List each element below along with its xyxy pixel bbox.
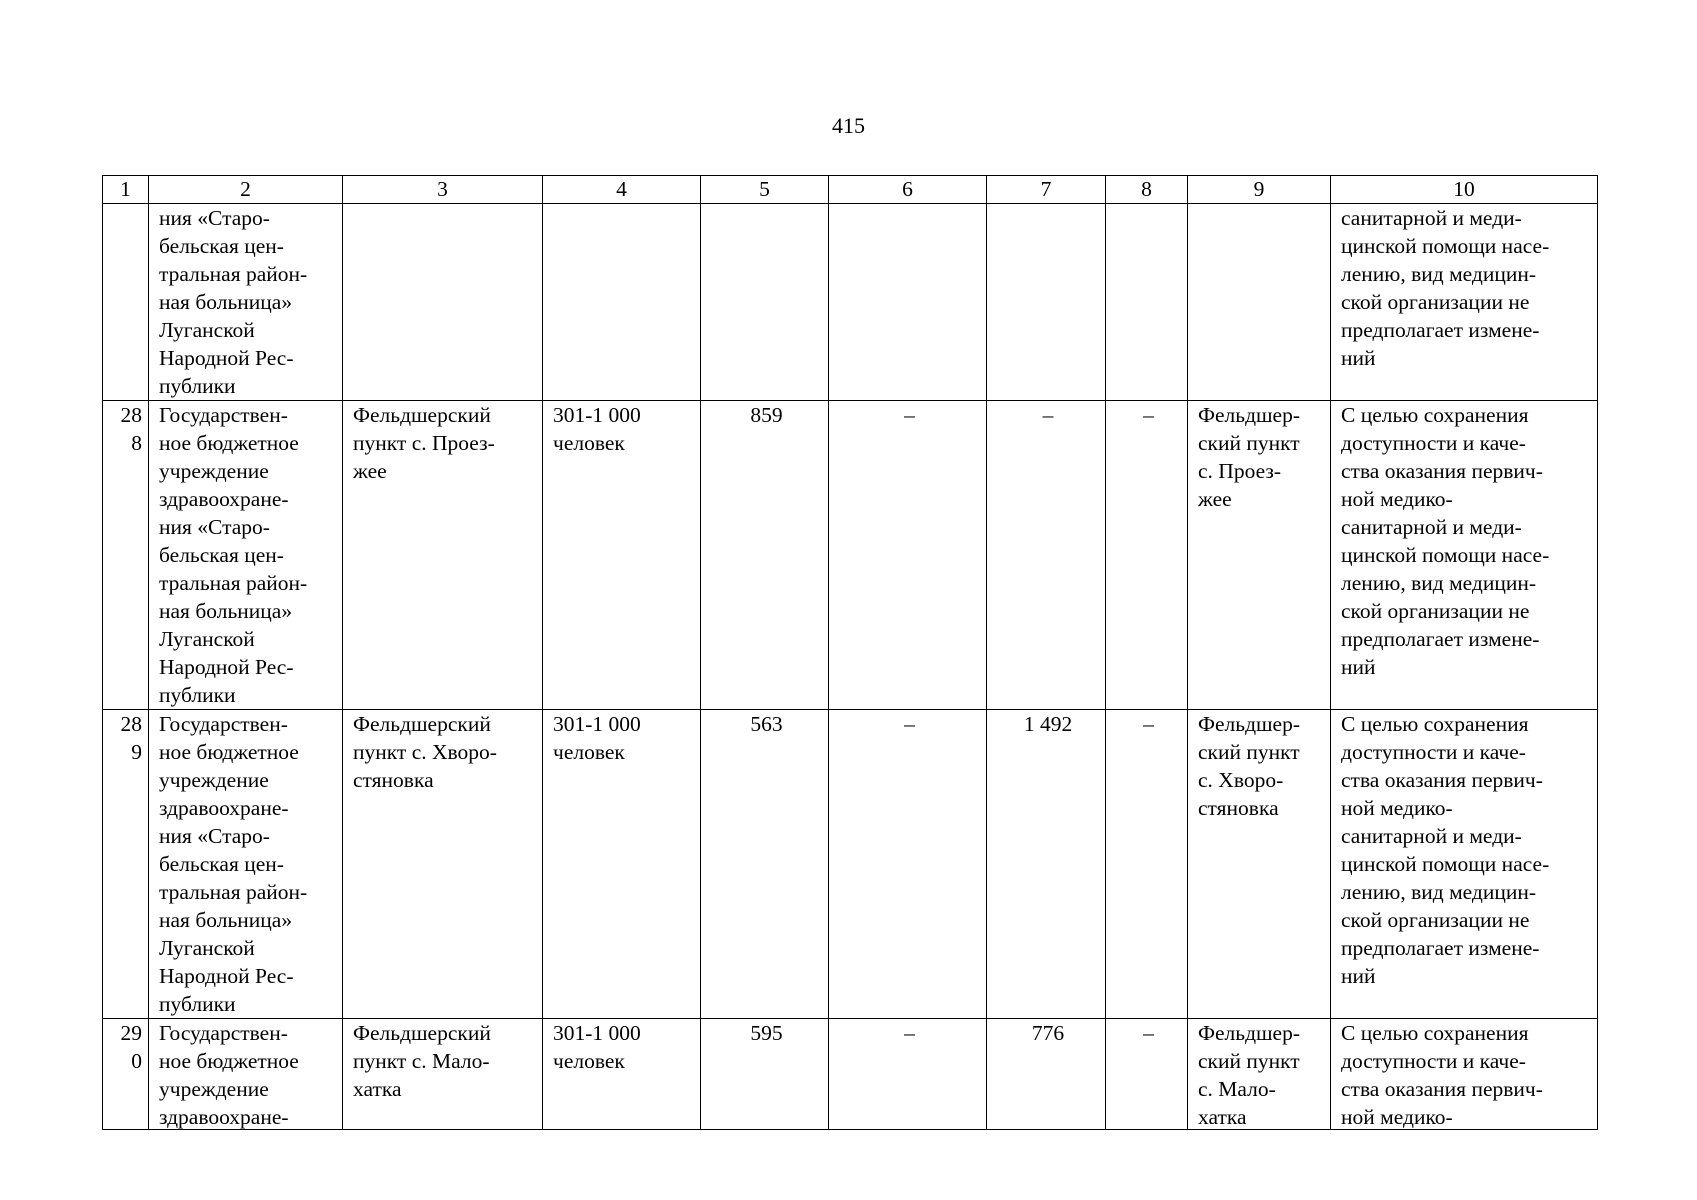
col9-cell xyxy=(1188,710,1331,1019)
header-col-10: 10 xyxy=(1331,176,1598,204)
header-col-3: 3 xyxy=(343,176,543,204)
col5-cell: 563 xyxy=(701,710,829,1019)
organization-cell xyxy=(149,204,343,401)
row-number: 290 xyxy=(103,1019,149,1130)
organization-cell xyxy=(149,401,343,710)
col9-cell xyxy=(1188,1019,1331,1130)
organization-text: Государствен- ное бюджетное учреждение здравоохране- ния «Старо- бельская цен- тральная район- ная больница» Луганской Народной Рес- публики xyxy=(159,403,308,707)
organization-text: Государствен- ное бюджетное учреждение здравоохране- xyxy=(159,1021,299,1129)
table-row xyxy=(103,204,1598,401)
population-text: 301-1 000 человек xyxy=(553,1021,641,1073)
table-row xyxy=(103,1019,1598,1130)
col7-cell xyxy=(987,204,1106,401)
organization-text: Государствен- ное бюджетное учреждение здравоохране- ния «Старо- бельская цен- тральная район- ная больница» Луганской Народной Рес- публики xyxy=(159,712,308,1016)
facility-text: Фельдшерский пункт с. Мало- хатка xyxy=(353,1021,491,1101)
population-cell xyxy=(543,204,701,401)
col9-cell xyxy=(1188,204,1331,401)
facility-text: Фельдшерский пункт с. Проез- жее xyxy=(353,403,495,483)
row-number: 288 xyxy=(103,401,149,710)
col6-cell: – xyxy=(829,401,987,710)
facility-cell xyxy=(343,401,543,710)
col5-cell xyxy=(701,204,829,401)
population-cell xyxy=(543,710,701,1019)
population-text: 301-1 000 человек xyxy=(553,712,641,764)
header-col-2: 2 xyxy=(149,176,343,204)
header-col-9: 9 xyxy=(1188,176,1331,204)
col9-text: Фельдшер- ский пункт с. Хворо- стяновка xyxy=(1198,712,1301,820)
col8-cell xyxy=(1106,204,1188,401)
organization-cell xyxy=(149,710,343,1019)
col10-text: С целью сохранения доступности и каче- ства оказания первич- ной медико- санитарной и меди- цинской помощи насе- лению, вид медицин- ской организации не предполагает измене- ний xyxy=(1341,712,1550,988)
page-number: 415 xyxy=(832,113,865,138)
col10-cell xyxy=(1331,1019,1598,1130)
facility-text: Фельдшерский пункт с. Хворо- стяновка xyxy=(353,712,497,792)
table-row xyxy=(103,401,1598,710)
population-cell xyxy=(543,1019,701,1130)
col10-text: С целью сохранения доступности и каче- ства оказания первич- ной медико- xyxy=(1341,1021,1543,1129)
facility-cell xyxy=(343,710,543,1019)
table-row xyxy=(103,710,1598,1019)
row-number: 289 xyxy=(103,710,149,1019)
row-number xyxy=(103,204,149,401)
header-col-5: 5 xyxy=(701,176,829,204)
col5-cell: 595 xyxy=(701,1019,829,1130)
col10-cell xyxy=(1331,204,1598,401)
col10-cell xyxy=(1331,710,1598,1019)
col10-text: санитарной и меди- цинской помощи насе- лению, вид медицин- ской организации не предполагает измене- ний xyxy=(1341,206,1550,370)
header-col-1: 1 xyxy=(103,176,149,204)
facility-cell xyxy=(343,1019,543,1130)
header-col-4: 4 xyxy=(543,176,701,204)
col6-cell: – xyxy=(829,710,987,1019)
organization-text: ния «Старо- бельская цен- тральная район- ная больница» Луганской Народной Рес- публики xyxy=(159,206,308,398)
col7-cell: 776 xyxy=(987,1019,1106,1130)
col7-cell: – xyxy=(987,401,1106,710)
col7-cell: 1 492 xyxy=(987,710,1106,1019)
col8-cell: – xyxy=(1106,401,1188,710)
col6-cell: – xyxy=(829,1019,987,1130)
population-text: 301-1 000 человек xyxy=(553,403,641,455)
col10-text: С целью сохранения доступности и каче- ства оказания первич- ной медико- санитарной и меди- цинской помощи насе- лению, вид медицин- ской организации не предполагает измене- ний xyxy=(1341,403,1550,679)
header-col-7: 7 xyxy=(987,176,1106,204)
col5-cell: 859 xyxy=(701,401,829,710)
col9-text: Фельдшер- ский пункт с. Проез- жее xyxy=(1198,403,1301,511)
header-row xyxy=(103,176,1598,204)
col6-cell xyxy=(829,204,987,401)
col8-cell: – xyxy=(1106,710,1188,1019)
organization-cell xyxy=(149,1019,343,1130)
population-cell xyxy=(543,401,701,710)
col9-text: Фельдшер- ский пункт с. Мало- хатка xyxy=(1198,1021,1301,1129)
col9-cell xyxy=(1188,401,1331,710)
data-table xyxy=(102,175,1598,1130)
col10-cell xyxy=(1331,401,1598,710)
header-col-8: 8 xyxy=(1106,176,1188,204)
header-col-6: 6 xyxy=(829,176,987,204)
facility-cell xyxy=(343,204,543,401)
col8-cell: – xyxy=(1106,1019,1188,1130)
